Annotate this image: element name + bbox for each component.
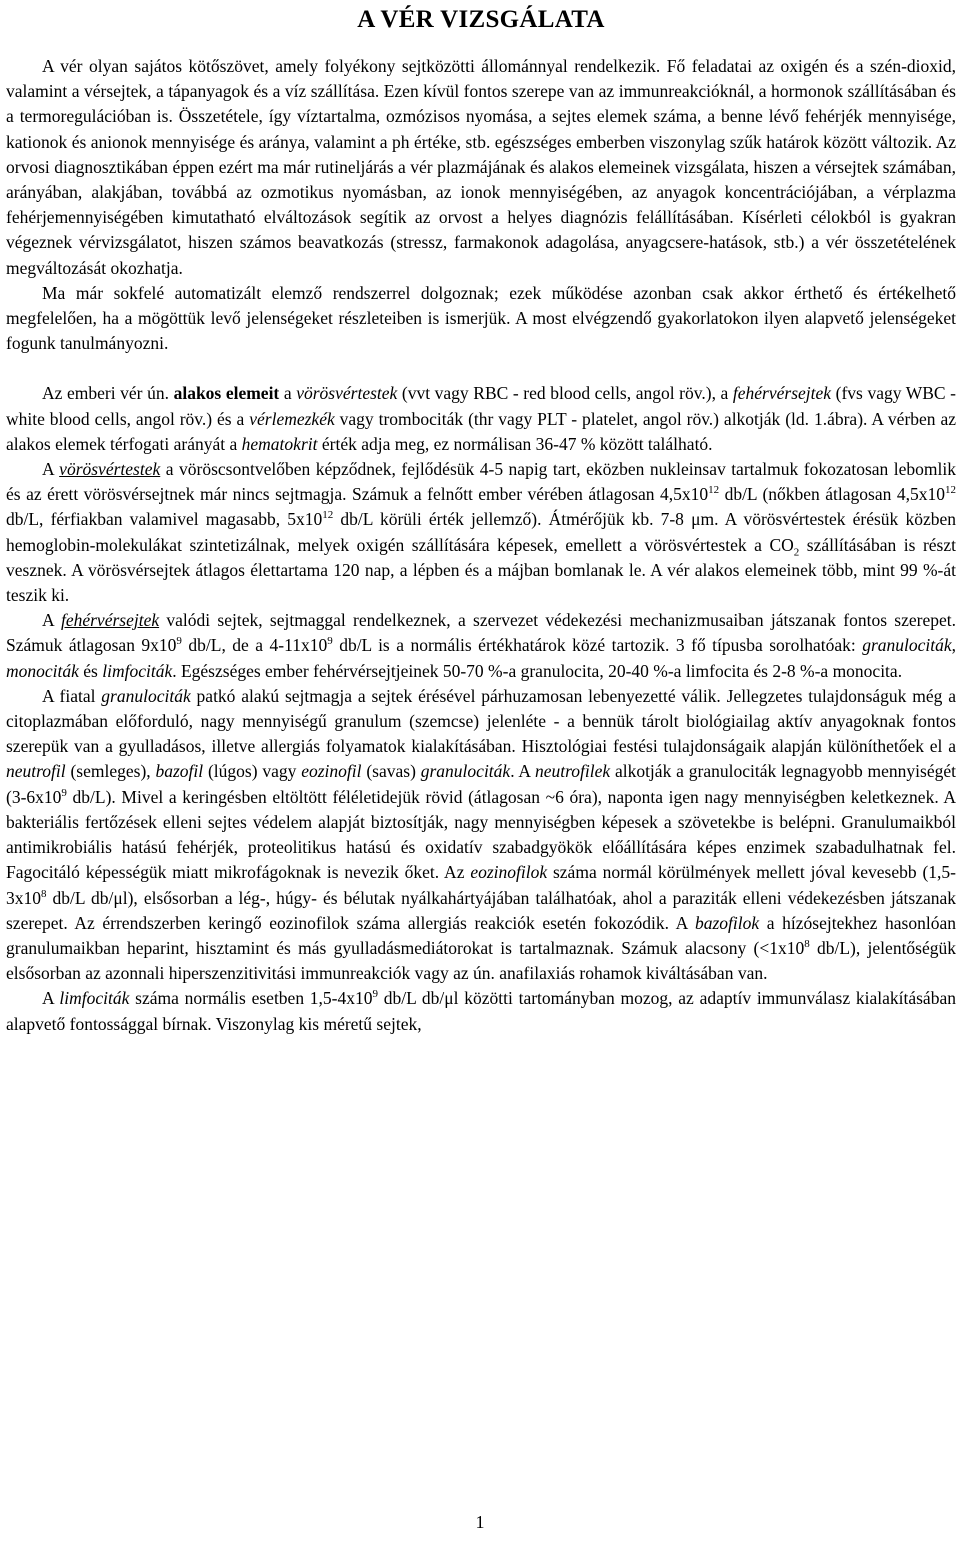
superscript: 12 bbox=[322, 509, 334, 522]
italic-term: granulociták bbox=[420, 761, 511, 782]
text-run: A bbox=[42, 459, 60, 480]
paragraph-automation bbox=[6, 281, 956, 357]
underlined-term: vörösvértestek bbox=[59, 459, 161, 480]
text-run: db/L, férfiakban valamivel magasabb, 5x10 bbox=[6, 509, 323, 530]
text-run: A bbox=[42, 988, 60, 1009]
italic-term: limfociták bbox=[102, 660, 173, 681]
text-run: db/L is a normális értékhatárok közé tartozik. 3 fő típusba sorolhatóak: bbox=[332, 635, 863, 656]
text-run: patkó alakú sejtmagja a sejtek érésével párhuzamosan lebenyezetté válik. Jellegzetes tulajdonságuk még a citoplazmában előforduló, nagy mennyiségű granulum (szemcse) jelenléte - a bennük tárolt biológiailag aktív anyagoknak fontos szerepük van a gyulladásos, illetve allergiás folyamatok kialakításában. Hisztológiai festési tulajdonságaik alapján különíthetőek el a bbox=[6, 685, 956, 757]
italic-term: granulociták bbox=[862, 635, 952, 656]
superscript: 8 bbox=[804, 938, 810, 951]
text-run: szállításában is részt vesznek. A vörösvérsejtek átlagos élettartama 120 nap, a lépben és a májban bomlanak le. A vér alakos elemeinek több, mint 99 %-át teszik ki. bbox=[6, 534, 956, 606]
paragraph-red-blood-cells bbox=[6, 457, 956, 608]
italic-term: eozinofilok bbox=[470, 862, 548, 883]
text-run: A bbox=[42, 610, 61, 631]
text-run: száma normál körülmények mellett jóval kevesebb (1,5-3x10 bbox=[6, 862, 956, 908]
paragraph-lymphocytes bbox=[6, 986, 956, 1036]
text-run: A vér olyan sajátos kötőszövet, amely folyékony sejtközötti állománnyal rendelkezik. Fő feladatai az oxigén és a szén-dioxid, valamint a vérsejtek, a tápanyagok és a víz szállítása. Ezen kívül fontos szerepe van az immunreakcióknál, a hormonok szállításában és a termoregulációban is. Összetétele, így víztartalma, ozmózisos nyomása, a sejtes elemek száma, a benne lévő fehérjék mennyisége, kationok és anionok mennyisége és aránya, valamint a ph értéke, stb. egészséges emberben viszonylag szűk határok között változik. Az orvosi diagnosztikában éppen ezért ma már rutineljárás a vér plazmájának és alakos elemeinek vizsgálata, hiszen a vérsejtek számában, arányában, alakjában, továbbá az ozmotikus nyomásban, az ionok mennyiségében, az anyagok koncentrációjában, a vérplazma fehérjemennyiségében kimutatható elváltozások segítik az orvost a helyes diagnózis felállításában. Kísérleti célokból is gyakran végeznek vérvizsgálatot, hiszen számos beavatkozás (stressz, farmakonok adagolása, anyagcsere-hatások, stb.) a vér összetételének megváltozását okozhatja. bbox=[6, 56, 956, 278]
italic-term: limfociták bbox=[59, 988, 130, 1009]
text-run: db/L db/μl), elsősorban a lég-, húgy- és bélutak nyálkahártyájában találhatóak, ahol a paraziták elleni védekezésben játszanak szerepet. Az érrendszerben keringő eozinofilok száma allergiás reakciók esetén fokozódik. A bbox=[6, 887, 956, 933]
text-run: Ma már sokfelé automatizált elemző rendszerrel dolgoznak; ezek működése azonban csak akkor érthető és értékelhető megfelelően, ha a mögöttük levő jelenségeket részleteiben is ismerjük. A most elvégzendő gyakorlatokon ilyen alapvető jelenségeket fogunk tanulmányozni. bbox=[6, 282, 956, 354]
text-run: db/L), jelentőségük elsősorban az azonnali hiperszenzitivitási immunreakciók vagy az ún. anafilaxiás rohamok kiváltásában van. bbox=[6, 937, 957, 984]
italic-term: bazofil bbox=[155, 761, 204, 782]
text-run: (savas) bbox=[361, 761, 421, 782]
text-run: (lúgos) vagy bbox=[203, 761, 302, 782]
text-run: A fiatal bbox=[42, 685, 102, 706]
superscript: 12 bbox=[945, 484, 956, 497]
superscript: 9 bbox=[372, 988, 379, 1001]
document-page bbox=[6, 0, 956, 1037]
italic-term: eozinofil bbox=[301, 761, 362, 782]
text-run: a vöröscsontvelőben képződnek, fejlődésük 4-5 napig tart, eközben nukleinsav tartalmuk fokozatosan lebomlik és az érett vörösvérsejtnek már nincs sejtmagja. Számuk a felnőtt ember vérében átlagosan 4,5x10 bbox=[6, 459, 956, 505]
text-run: és bbox=[78, 660, 103, 681]
subscript: 2 bbox=[793, 546, 800, 559]
text-run: db/L). Mivel a keringésben eltöltött féléletidejük rövid (átlagosan ~6 óra), naponta igen nagy mennyiségben keletkeznek. A bakteriális fertőzések elleni sejtes védelem alapját biztosítják, nagy mennyiségben képesek a szövetekbe is belépni. Granulumaikból antimikrobiális hatású fehérjék, proteolitikus hatású és oxidatív szabadgyökök előállítására képes enzimek szabadulhatnak fel. Fagocitáló képességük miatt mikrofágoknak is nevezik őket. Az bbox=[6, 786, 956, 883]
text-run: db/L (nőkben átlagosan 4,5x10 bbox=[719, 484, 945, 505]
italic-term: monociták bbox=[6, 660, 79, 681]
paragraph-white-blood-cells bbox=[6, 608, 956, 684]
italic-term: granulociták bbox=[101, 685, 191, 706]
italic-term: neutrofil bbox=[6, 761, 66, 782]
paragraph-granulocytes bbox=[6, 684, 956, 986]
page-number: 1 bbox=[475, 1512, 485, 1532]
text-run: a hízósejtekhez hasonlóan granulumaikban heparint, hisztamint és más gyulladásmediátorokat is tartalmaznak. Számuk alacsony (<1x10 bbox=[6, 912, 956, 958]
italic-term: vörösvértestek bbox=[296, 383, 398, 404]
text-run: db/L db/μl közötti tartományban mozog, az adaptív immunválasz kialakításában alapvető fontossággal bírnak. Viszonylag kis méretű sejtek, bbox=[6, 988, 956, 1034]
text-run: db/L, de a 4-11x10 bbox=[181, 635, 328, 656]
superscript: 9 bbox=[176, 635, 182, 648]
italic-term: bazofilok bbox=[694, 912, 760, 933]
italic-term: hematokrit bbox=[241, 433, 318, 454]
superscript: 9 bbox=[61, 786, 67, 799]
paragraph-formed-elements bbox=[6, 381, 956, 457]
text-run: (semleges), bbox=[65, 761, 156, 782]
superscript: 12 bbox=[708, 484, 720, 497]
superscript: 8 bbox=[41, 887, 47, 900]
text-run: (vvt vagy RBC - red blood cells, angol röv.), a bbox=[397, 383, 733, 404]
text-run: db/L körüli érték jellemző). Átmérőjük kb. 7-8 μm. A vörösvértestek érésük közben hemoglobin-molekulákat szintetizálnak, melyek oxigén szállítására képesek, emellett a vörösvértestek a CO bbox=[6, 509, 956, 555]
text-run: . Egészséges ember fehérvérsejtjeinek 50-70 %-a granulocita, 20-40 %-a limfocita és 2-8 %-a monocita. bbox=[172, 660, 903, 681]
text-run: (fvs vagy WBC - white blood cells, angol röv.) és a bbox=[6, 383, 957, 429]
text-run: valódi sejtek, sejtmaggal rendelkeznek, a szervezet védekezési mechanizmusaiban játszanak fontos szerepet. Számuk átlagosan 9x10 bbox=[6, 610, 956, 656]
bold-term: alakos elemeit bbox=[173, 383, 280, 404]
text-run: , bbox=[951, 635, 957, 656]
underlined-term: fehérvérsejtek bbox=[60, 610, 160, 631]
text-run: a bbox=[279, 383, 297, 404]
text-run: . A bbox=[510, 761, 535, 782]
superscript: 9 bbox=[327, 635, 333, 648]
text-run: száma normális esetben 1,5-4x10 bbox=[129, 988, 373, 1009]
text-run: Az emberi vér ún. bbox=[42, 383, 174, 404]
italic-term: fehérvérsejtek bbox=[732, 383, 832, 404]
italic-term: neutrofilek bbox=[534, 761, 611, 782]
paragraph-intro bbox=[6, 54, 956, 281]
italic-term: vérlemezkék bbox=[249, 408, 335, 429]
text-run: alkotják a granulociták legnagyobb mennyiségét (3-6x10 bbox=[6, 761, 956, 807]
text-run: vagy trombociták (thr vagy PLT - platelet, angol röv.) alkotják (ld. 1.ábra). A vérben az alakos elemek térfogati arányát a bbox=[6, 408, 956, 454]
text-run: érték adja meg, ez normálisan 36-47 % között található. bbox=[317, 433, 713, 454]
document-title: A VÉR VIZSGÁLATA bbox=[357, 6, 605, 33]
